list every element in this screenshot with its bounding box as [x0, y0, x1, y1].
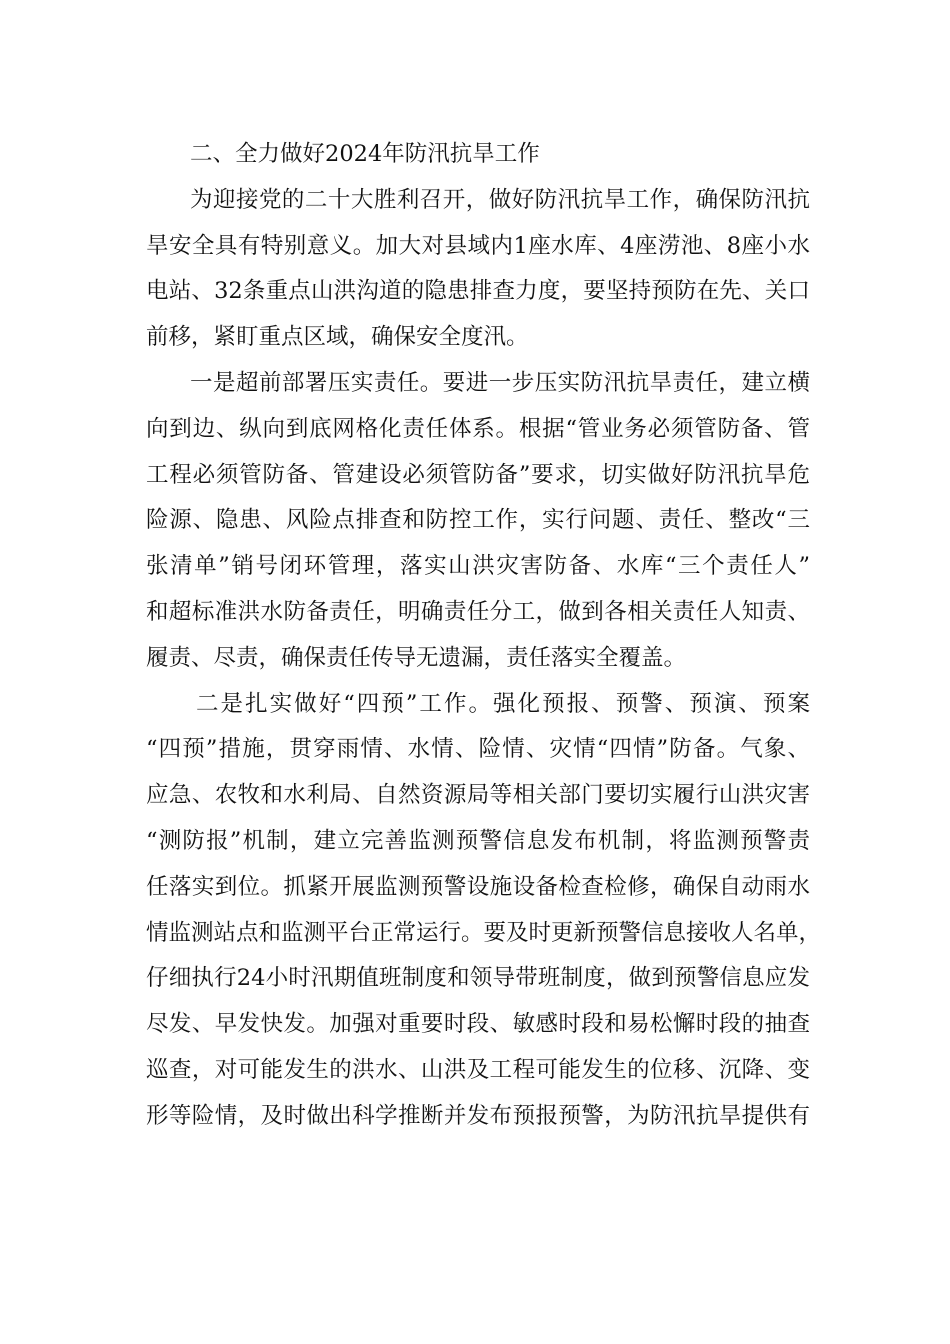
paragraph-line: 情监测站点和监测平台正常运行。要及时更新预警信息接收人名单，	[146, 919, 822, 946]
paragraph-line: 为迎接党的二十大胜利召开，做好防汛抗旱工作，确保防汛抗	[190, 186, 810, 213]
paragraph-line: 险源、隐患、风险点排查和防控工作，实行问题、责任、整改“三	[146, 507, 810, 534]
paragraph-line: 仔细执行24小时汛期值班制度和领导带班制度，做到预警信息应发	[146, 965, 810, 992]
paragraph-four-forecasts	[146, 682, 822, 1140]
paragraph-line: 电站、32条重点山洪沟道的隐患排查力度，要坚持预防在先、关口	[146, 278, 810, 305]
paragraph-line: 工程必须管防备、管建设必须管防备”要求，切实做好防汛抗旱危	[146, 461, 810, 488]
paragraph-line: 和超标准洪水防备责任，明确责任分工，做到各相关责任人知责、	[146, 598, 810, 625]
paragraph-intro	[146, 178, 810, 361]
paragraph-line: 向到边、纵向到底网格化责任体系。根据“管业务必须管防备、管	[146, 415, 810, 442]
paragraph-line: 尽发、早发快发。加强对重要时段、敏感时段和易松懈时段的抽查	[146, 1011, 810, 1038]
paragraph-line: 形等险情，及时做出科学推断并发布预报预警，为防汛抗旱提供有	[146, 1102, 810, 1129]
paragraph-line: 任落实到位。抓紧开展监测预警设施设备检查检修，确保自动雨水	[146, 873, 810, 900]
paragraph-responsibility	[146, 361, 810, 682]
paragraph-line: “四预”措施，贯穿雨情、水情、险情、灾情“四情”防备。气象、	[146, 736, 810, 763]
section-heading: 二、全力做好2024年防汛抗旱工作	[190, 141, 540, 167]
paragraph-line: 应急、农牧和水利局、自然资源局等相关部门要切实履行山洪灾害	[146, 782, 810, 809]
paragraph-line: “测防报”机制，建立完善监测预警信息发布机制，将监测预警责	[146, 827, 810, 854]
paragraph-line: 前移，紧盯重点区域，确保安全度汛。	[146, 324, 529, 351]
paragraph-line: 履责、尽责，确保责任传导无遗漏，责任落实全覆盖。	[146, 644, 687, 671]
paragraph-line: 旱安全具有特别意义。加大对县域内1座水库、4座涝池、8座小水	[146, 232, 810, 259]
paragraph-line: 张清单”销号闭环管理，落实山洪灾害防备、水库“三个责任人”	[146, 553, 810, 580]
document-body	[146, 132, 822, 1140]
paragraph-line: 二是扎实做好“四预”工作。强化预报、预警、预演、预案	[196, 690, 810, 717]
paragraph-line: 巡查，对可能发生的洪水、山洪及工程可能发生的位移、沉降、变	[146, 1056, 810, 1083]
paragraph-line: 一是超前部署压实责任。要进一步压实防汛抗旱责任，建立横	[190, 369, 810, 396]
